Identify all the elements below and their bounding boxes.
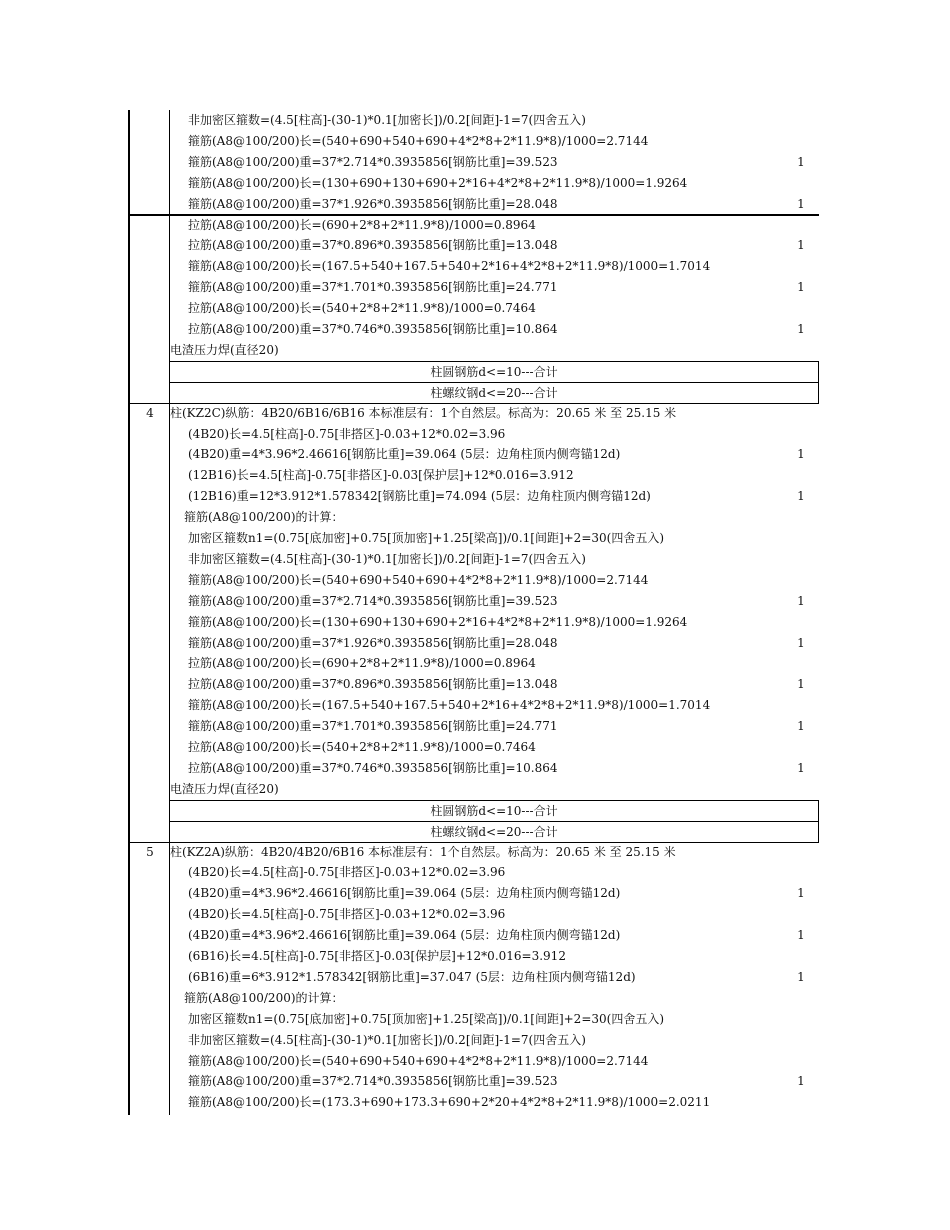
calc-text: 拉筋(A8@100/200)重=37*0.896*0.3935856[钢筋比重]=13.048 (188, 677, 558, 692)
calc-row (170, 674, 818, 695)
calc-text: 拉筋(A8@100/200)长=(540+2*8+2*11.9*8)/1000=0.7464 (188, 301, 536, 316)
calc-row (170, 716, 818, 737)
calc-text: 箍筋(A8@100/200)的计算： (184, 990, 344, 1005)
calc-text: (4B20)重=4*3.96*2.46616[钢筋比重]=39.064 (5层：边角柱顶内侧弯锚12d) (188, 928, 621, 943)
calc-text: (12B16)重=12*3.912*1.578342[钢筋比重]=74.094 (5层：边角柱顶内侧弯锚12d) (188, 489, 651, 504)
calc-row (170, 444, 818, 465)
table-right-border (818, 361, 819, 404)
calc-row (170, 988, 818, 1009)
sequence-number: 4 (146, 405, 154, 420)
calc-row (170, 486, 818, 507)
calc-row (170, 779, 818, 800)
calc-row (170, 507, 818, 528)
calc-text: 箍筋(A8@100/200)重=37*1.701*0.3935856[钢筋比重]=24.771 (188, 280, 558, 295)
calc-text: (4B20)长=4.5[柱高]-0.75[非搭区]-0.03+12*0.02=3.96 (188, 865, 506, 880)
calc-text: (4B20)重=4*3.96*2.46616[钢筋比重]=39.064 (5层：边角柱顶内侧弯锚12d) (188, 886, 621, 901)
calc-row (170, 235, 818, 256)
calc-text: 箍筋(A8@100/200)重=37*2.714*0.3935856[钢筋比重]=39.523 (188, 1074, 558, 1089)
calc-text: 箍筋(A8@100/200)长=(540+690+540+690+4*2*8+2*11.9*8)/1000=2.7144 (188, 1053, 649, 1068)
calc-text: (4B20)重=4*3.96*2.46616[钢筋比重]=39.064 (5层：边角柱顶内侧弯锚12d) (188, 447, 621, 462)
subtotal-label: 柱螺纹钢d<=20---合计 (430, 824, 558, 839)
calc-row (170, 215, 818, 236)
calc-row (170, 591, 818, 612)
calc-row (170, 465, 818, 486)
calc-text: 箍筋(A8@100/200)长=(540+690+540+690+4*2*8+2*11.9*8)/1000=2.7144 (188, 133, 649, 148)
calc-row (170, 173, 818, 194)
calc-row (170, 403, 818, 424)
count-value: 1 (797, 196, 805, 211)
calc-text: 拉筋(A8@100/200)长=(690+2*8+2*11.9*8)/1000=0.8964 (188, 656, 536, 671)
calc-text: 加密区箍数n1=(0.75[底加密]+0.75[顶加密]+1.25[梁高])/0.1[间距]+2=30(四舍五入) (188, 1011, 665, 1026)
calc-text: 箍筋(A8@100/200)长=(167.5+540+167.5+540+2*16+4*2*8+2*11.9*8)/1000=1.7014 (188, 259, 711, 274)
subtotal-row (170, 821, 818, 843)
count-value: 1 (797, 489, 805, 504)
calc-row (170, 152, 818, 173)
count-value: 1 (797, 928, 805, 943)
calc-row (170, 842, 818, 863)
calc-text: 箍筋(A8@100/200)重=37*1.926*0.3935856[钢筋比重]=28.048 (188, 635, 558, 650)
calc-text: (6B16)重=6*3.912*1.578342[钢筋比重]=37.047 (5层：边角柱顶内侧弯锚12d) (188, 969, 636, 984)
calc-row (170, 883, 818, 904)
subtotal-label: 柱螺纹钢d<=20---合计 (430, 385, 558, 400)
count-value: 1 (797, 447, 805, 462)
calc-text: 箍筋(A8@100/200)长=(130+690+130+690+2*16+4*2*8+2*11.9*8)/1000=1.9264 (188, 175, 688, 190)
calc-row (170, 1009, 818, 1030)
calc-row (170, 904, 818, 925)
calc-row (170, 110, 818, 131)
calc-text: 加密区箍数n1=(0.75[底加密]+0.75[顶加密]+1.25[梁高])/0.1[间距]+2=30(四舍五入) (188, 531, 665, 545)
subtotal-label: 柱圆钢筋d<=10---合计 (430, 364, 558, 379)
count-value: 1 (797, 760, 805, 775)
table-right-border (818, 800, 819, 843)
count-value: 1 (797, 635, 805, 650)
count-value: 1 (797, 238, 805, 253)
sequence-number: 5 (146, 844, 154, 859)
calc-row (170, 528, 818, 549)
calc-row (170, 1030, 818, 1051)
calc-row (170, 946, 818, 967)
calc-row (170, 925, 818, 946)
table-left-border (128, 110, 130, 1115)
calc-text: 拉筋(A8@100/200)重=37*0.896*0.3935856[钢筋比重]=13.048 (188, 238, 558, 253)
count-value: 1 (797, 593, 805, 608)
calc-text: 柱(KZ2C)纵筋：4B20/6B16/6B16 本标准层有：1个自然层。标高为：20.65 米 至 25.15 米 (170, 405, 677, 420)
calc-row (170, 549, 818, 570)
calc-row (170, 570, 818, 591)
calc-text: 拉筋(A8@100/200)长=(540+2*8+2*11.9*8)/1000=0.7464 (188, 740, 536, 754)
count-value: 1 (797, 886, 805, 901)
calc-text: (4B20)长=4.5[柱高]-0.75[非搭区]-0.03+12*0.02=3.96 (188, 907, 506, 922)
calc-row (170, 298, 818, 319)
calc-text: 箍筋(A8@100/200)重=37*1.926*0.3935856[钢筋比重]=28.048 (188, 196, 558, 211)
calc-row (170, 737, 818, 758)
calc-row (170, 758, 818, 779)
calc-row (170, 612, 818, 633)
column-divider (169, 110, 170, 1115)
calc-text: 拉筋(A8@100/200)长=(690+2*8+2*11.9*8)/1000=0.8964 (188, 217, 536, 232)
count-value: 1 (797, 677, 805, 692)
calc-text: 拉筋(A8@100/200)重=37*0.746*0.3935856[钢筋比重]=10.864 (188, 760, 558, 775)
record-divider (130, 403, 819, 404)
calc-text: 箍筋(A8@100/200)重=37*2.714*0.3935856[钢筋比重]=39.523 (188, 154, 558, 169)
calc-text: 箍筋(A8@100/200)重=37*2.714*0.3935856[钢筋比重]=39.523 (188, 593, 558, 608)
calc-row (170, 1092, 818, 1113)
calc-text: 柱(KZ2A)纵筋：4B20/4B20/6B16 本标准层有：1个自然层。标高为：20.65 米 至 25.15 米 (170, 844, 676, 859)
calc-row (170, 967, 818, 988)
count-value: 1 (797, 969, 805, 984)
calc-row (170, 131, 818, 152)
calc-text: 电渣压力焊(直径20) (170, 342, 279, 357)
section-divider (128, 214, 819, 216)
calc-row (170, 277, 818, 298)
calc-text: (4B20)长=4.5[柱高]-0.75[非搭区]-0.03+12*0.02=3.96 (188, 426, 506, 441)
count-value: 1 (797, 719, 805, 734)
count-value: 1 (797, 154, 805, 169)
calc-row (170, 633, 818, 654)
calc-text: 非加密区箍数=(4.5[柱高]-(30-1)*0.1[加密长])/0.2[间距]-1=7(四舍五入) (188, 1032, 586, 1047)
calc-row (170, 862, 818, 883)
calc-text: 非加密区箍数=(4.5[柱高]-(30-1)*0.1[加密长])/0.2[间距]-1=7(四舍五入) (188, 551, 586, 566)
calc-row (170, 319, 818, 340)
calc-row (170, 340, 818, 361)
subtotal-label: 柱圆钢筋d<=10---合计 (430, 803, 558, 818)
record-divider (130, 842, 819, 843)
count-value: 1 (797, 280, 805, 295)
subtotal-row (170, 361, 818, 383)
calc-text: 箍筋(A8@100/200)长=(173.3+690+173.3+690+2*20+4*2*8+2*11.9*8)/1000=2.0211 (188, 1095, 711, 1110)
calc-row (170, 695, 818, 716)
calc-text: 箍筋(A8@100/200)重=37*1.701*0.3935856[钢筋比重]=24.771 (188, 719, 558, 734)
count-value: 1 (797, 322, 805, 336)
calc-text: 箍筋(A8@100/200)长=(130+690+130+690+2*16+4*2*8+2*11.9*8)/1000=1.9264 (188, 614, 688, 629)
calc-text: (6B16)长=4.5[柱高]-0.75[非搭区]-0.03[保护层]+12*0.016=3.912 (188, 949, 566, 963)
calc-row (170, 256, 818, 277)
count-value: 1 (797, 1074, 805, 1089)
calc-text: 拉筋(A8@100/200)重=37*0.746*0.3935856[钢筋比重]=10.864 (188, 322, 558, 336)
calc-text: (12B16)长=4.5[柱高]-0.75[非搭区]-0.03[保护层]+12*0.016=3.912 (188, 468, 574, 483)
calc-row (170, 1071, 818, 1092)
calc-text: 电渣压力焊(直径20) (170, 781, 279, 796)
calc-text: 箍筋(A8@100/200)的计算： (184, 510, 344, 525)
calc-text: 箍筋(A8@100/200)长=(540+690+540+690+4*2*8+2*11.9*8)/1000=2.7144 (188, 572, 649, 587)
calc-row (170, 1051, 818, 1072)
calc-row (170, 424, 818, 445)
calc-text: 非加密区箍数=(4.5[柱高]-(30-1)*0.1[加密长])/0.2[间距]-1=7(四舍五入) (188, 113, 586, 127)
calc-row (170, 194, 818, 215)
subtotal-row (170, 382, 818, 404)
subtotal-row (170, 800, 818, 822)
calc-text: 箍筋(A8@100/200)长=(167.5+540+167.5+540+2*16+4*2*8+2*11.9*8)/1000=1.7014 (188, 698, 711, 713)
calc-row (170, 653, 818, 674)
